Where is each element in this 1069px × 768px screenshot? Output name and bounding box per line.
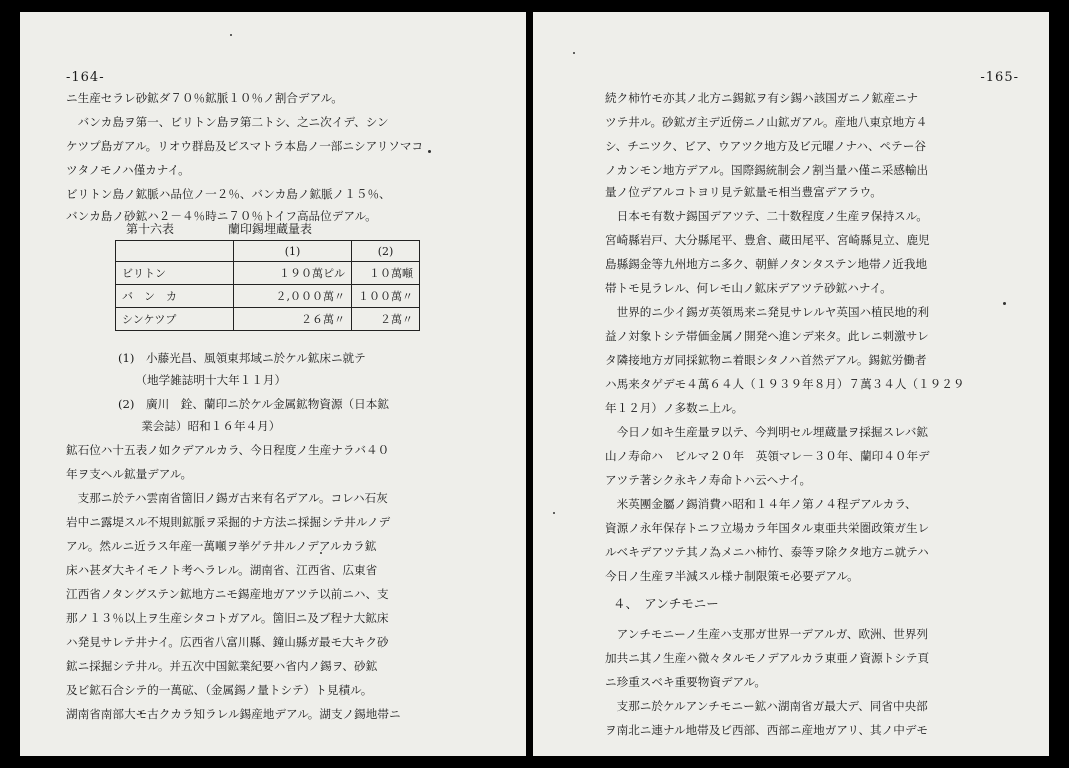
text-line: 年ヲ支ヘル鉱量デアル。 [66, 467, 193, 481]
text-line: 年１２月）ノ多数ニ上ル。 [605, 401, 744, 415]
text-line: 帯トモ見ラレル、何レモ山ノ鉱床デアツテ砂鉱ハナイ。 [605, 281, 892, 295]
table-header-cell [116, 241, 234, 262]
footnote: 業会誌）昭和１６年４月） [118, 419, 281, 433]
text-line: ノカンモン地方デアル。国際錫統制会ノ割当量ハ僅ニ采感輸出 [605, 163, 929, 177]
book-gutter [526, 0, 533, 768]
text-line: バンカ島ヲ第一、ビリトン島ヲ第二トシ、之ニ次イデ、シン [66, 115, 389, 129]
footnote: (2) 廣川 銓、蘭印ニ於ケル金属鉱物資源（日本鉱 [118, 397, 389, 411]
table-cell: シンケツプ [116, 308, 234, 331]
text-line: アンチモニーノ生産ハ支那ガ世界一デアルガ、欧洲、世界列 [605, 627, 929, 641]
text-line: 今日ノ如キ生産量ヲ以テ、今判明セル埋蔵量ヲ採掘スレバ鉱 [605, 425, 929, 439]
text-line: 支那ニ於ケルアンチモニー鉱ハ湖南省ガ最大デ、同省中央部 [605, 699, 928, 713]
text-line: 量ノ位デアルコトヨリ見テ鉱量モ相当豊富デアラウ。 [605, 185, 882, 199]
text-line: 鉱ニ採掘シテ井ル。并五次中国鉱業紀要ハ省内ノ錫ヲ、砂鉱 [66, 659, 378, 673]
text-line: ヲ南北ニ連ナル地帯及ビ西部、西部ニ産地ガアリ、其ノ中デモ [605, 723, 929, 737]
table-cell: ２,０００萬〃 [234, 285, 352, 308]
text-line: 鉱石位ハ十五表ノ如クデアルカラ、今日程度ノ生産ナラバ４０ [66, 443, 390, 457]
text-line: 宮崎縣岩戸、大分縣尾平、豊倉、蔵田尾平、宮崎縣見立、鹿児 [605, 233, 930, 247]
table-cell: ２６萬〃 [234, 308, 352, 331]
table-number: 第十六表 [126, 222, 175, 236]
table-cell: １０萬噸 [352, 262, 420, 285]
text-line: 加共ニ其ノ生産ハ微々タルモノデアルカラ東亜ノ資源トシテ頁 [605, 651, 930, 665]
page-number-right: -165- [980, 70, 1019, 85]
section-heading: ４、 アンチモニー [613, 596, 719, 611]
table-cell: バ ン カ [116, 285, 234, 308]
text-line: アル。然ルニ近ラス年産一萬噸ヲ挙ゲテ井ルノデアルカラ鉱 [66, 539, 377, 553]
left-page [20, 12, 526, 756]
text-line: ニ珍重スベキ重要物資デアル。 [605, 675, 766, 689]
table-cell: １００萬〃 [352, 285, 420, 308]
table-row [116, 285, 420, 308]
page-number-left: -164- [66, 70, 105, 85]
text-line: 益ノ対象トシテ帯価金属ノ開発ヘ進ンデ来タ。此レニ刺激サレ [605, 329, 929, 343]
text-line: ビリトン島ノ鉱脈ハ品位ノ一２％、バンカ島ノ鉱脈ノ１５％、 [66, 187, 391, 201]
text-line: 床ハ甚ダ大キイモノト考ヘラレル。湖南省、江西省、広東省 [66, 563, 378, 577]
text-line: 島縣錫金等九州地方ニ多ク、朝鮮ノタンタステン地帯ノ近我地 [605, 257, 928, 271]
text-line: アツテ著シク永キノ寿命トハ云ヘナイ。 [605, 473, 812, 487]
text-line: ケツプ島ガアル。リオウ群島及ビスマトラ本島ノ一部ニシアリソマコ [66, 139, 424, 153]
text-line: 続ク柿竹モ亦其ノ北方ニ錫鉱ヲ有シ錫ハ該国ガニノ鉱産ニナ [605, 91, 919, 105]
text-line: 今日ノ生産ヲ半減スル様ナ制限策モ必要デアル。 [605, 569, 859, 583]
table-cell: ２萬〃 [352, 308, 420, 331]
table-title: 蘭印錫埋蔵量表 [228, 222, 313, 236]
text-line: シ、チニツク、ビア、ウアツク地方及ビ元曜ノナハ、ペテー谷 [605, 139, 926, 153]
text-line: 及ビ鉱石合シテ的一萬砿、（金属錫ノ量トシテ）ト見積ル。 [66, 683, 373, 697]
table-row [116, 308, 420, 331]
table-header-cell: (1) [234, 241, 352, 262]
tin-reserves-table [115, 240, 420, 331]
table-cell: １９０萬ピル [234, 262, 352, 285]
text-line: 那ノ１３％以上ヲ生産シタコトガアル。箇旧ニ及ブ程ナ大鉱床 [66, 611, 389, 625]
text-line: ルベキデアツテ其ノ為メニハ柿竹、泰等ヲ除クタ地方ニ就テハ [605, 545, 929, 559]
text-line: ツタノモノハ僅カナイ。 [66, 163, 190, 177]
text-line: 日本モ有数ナ錫国デアツテ、二十数程度ノ生産ヲ保持スル。 [605, 209, 928, 223]
text-line: 資源ノ永年保存トニフ立場カラ年国タル東亜共栄圏政策ガ生レ [605, 521, 930, 535]
table-header-row [116, 241, 420, 262]
text-line: 支那ニ於テハ雲南省箇旧ノ錫ガ古来有名デアル。コレハ石灰 [66, 491, 388, 505]
text-line: タ隣接地方ガ同採鉱物ニ着眼シタノハ首然デアル。錫鉱労働者 [605, 353, 927, 367]
right-page [533, 12, 1049, 756]
text-line: ツテ井ル。砂鉱ガ主デ近傍ニノ山鉱ガアル。産地八東京地方４ [605, 115, 928, 129]
footnote: (1) 小藤光昌、風領東邦域ニ於ケル鉱床ニ就テ [118, 351, 366, 365]
table-row [116, 262, 420, 285]
text-line: 世界的ニ少イ錫ガ英領馬来ニ発見サレルヤ英国ハ植民地的利 [605, 305, 930, 319]
text-line: バンカ島ノ砂鉱ハ２－４％時ニ７０％トイフ高品位デアル。 [66, 209, 377, 223]
text-line: 岩中ニ露堤スル不規則鉱脈ヲ采掘的ナ方法ニ採掘シテ井ルノデ [66, 515, 391, 529]
text-line: ニ生産セラレ砂鉱ダ７０％鉱脈１０％ノ割合デアル。 [66, 91, 343, 105]
text-line: 米英團金屬ノ錫消費ハ昭和１４年ノ第ノ４程デアルカラ、 [605, 497, 917, 511]
text-line: 江西省ノタングステン鉱地方ニモ錫産地ガアツテ以前ニハ、支 [66, 587, 389, 601]
text-line: 山ノ寿命ハ ビルマ２０年 英領マレ－３０年、蘭印４０年デ [605, 449, 930, 463]
text-line: 湖南省南部大モ古クカラ知ラレル錫産地デアル。湖支ノ錫地帯ニ [66, 707, 401, 721]
text-line: ハ発見サレテ井ナイ。広西省八富川縣、鐘山縣ガ最モ大キク砂 [66, 635, 389, 649]
text-line: ハ馬来タゲデモ４萬６４人（１９３９年８月）７萬３４人（１９２９ [605, 377, 965, 391]
footnote: （地学雑誌明十大年１１月） [118, 373, 287, 387]
table-header-cell: (2) [352, 241, 420, 262]
table-cell: ビリトン [116, 262, 234, 285]
